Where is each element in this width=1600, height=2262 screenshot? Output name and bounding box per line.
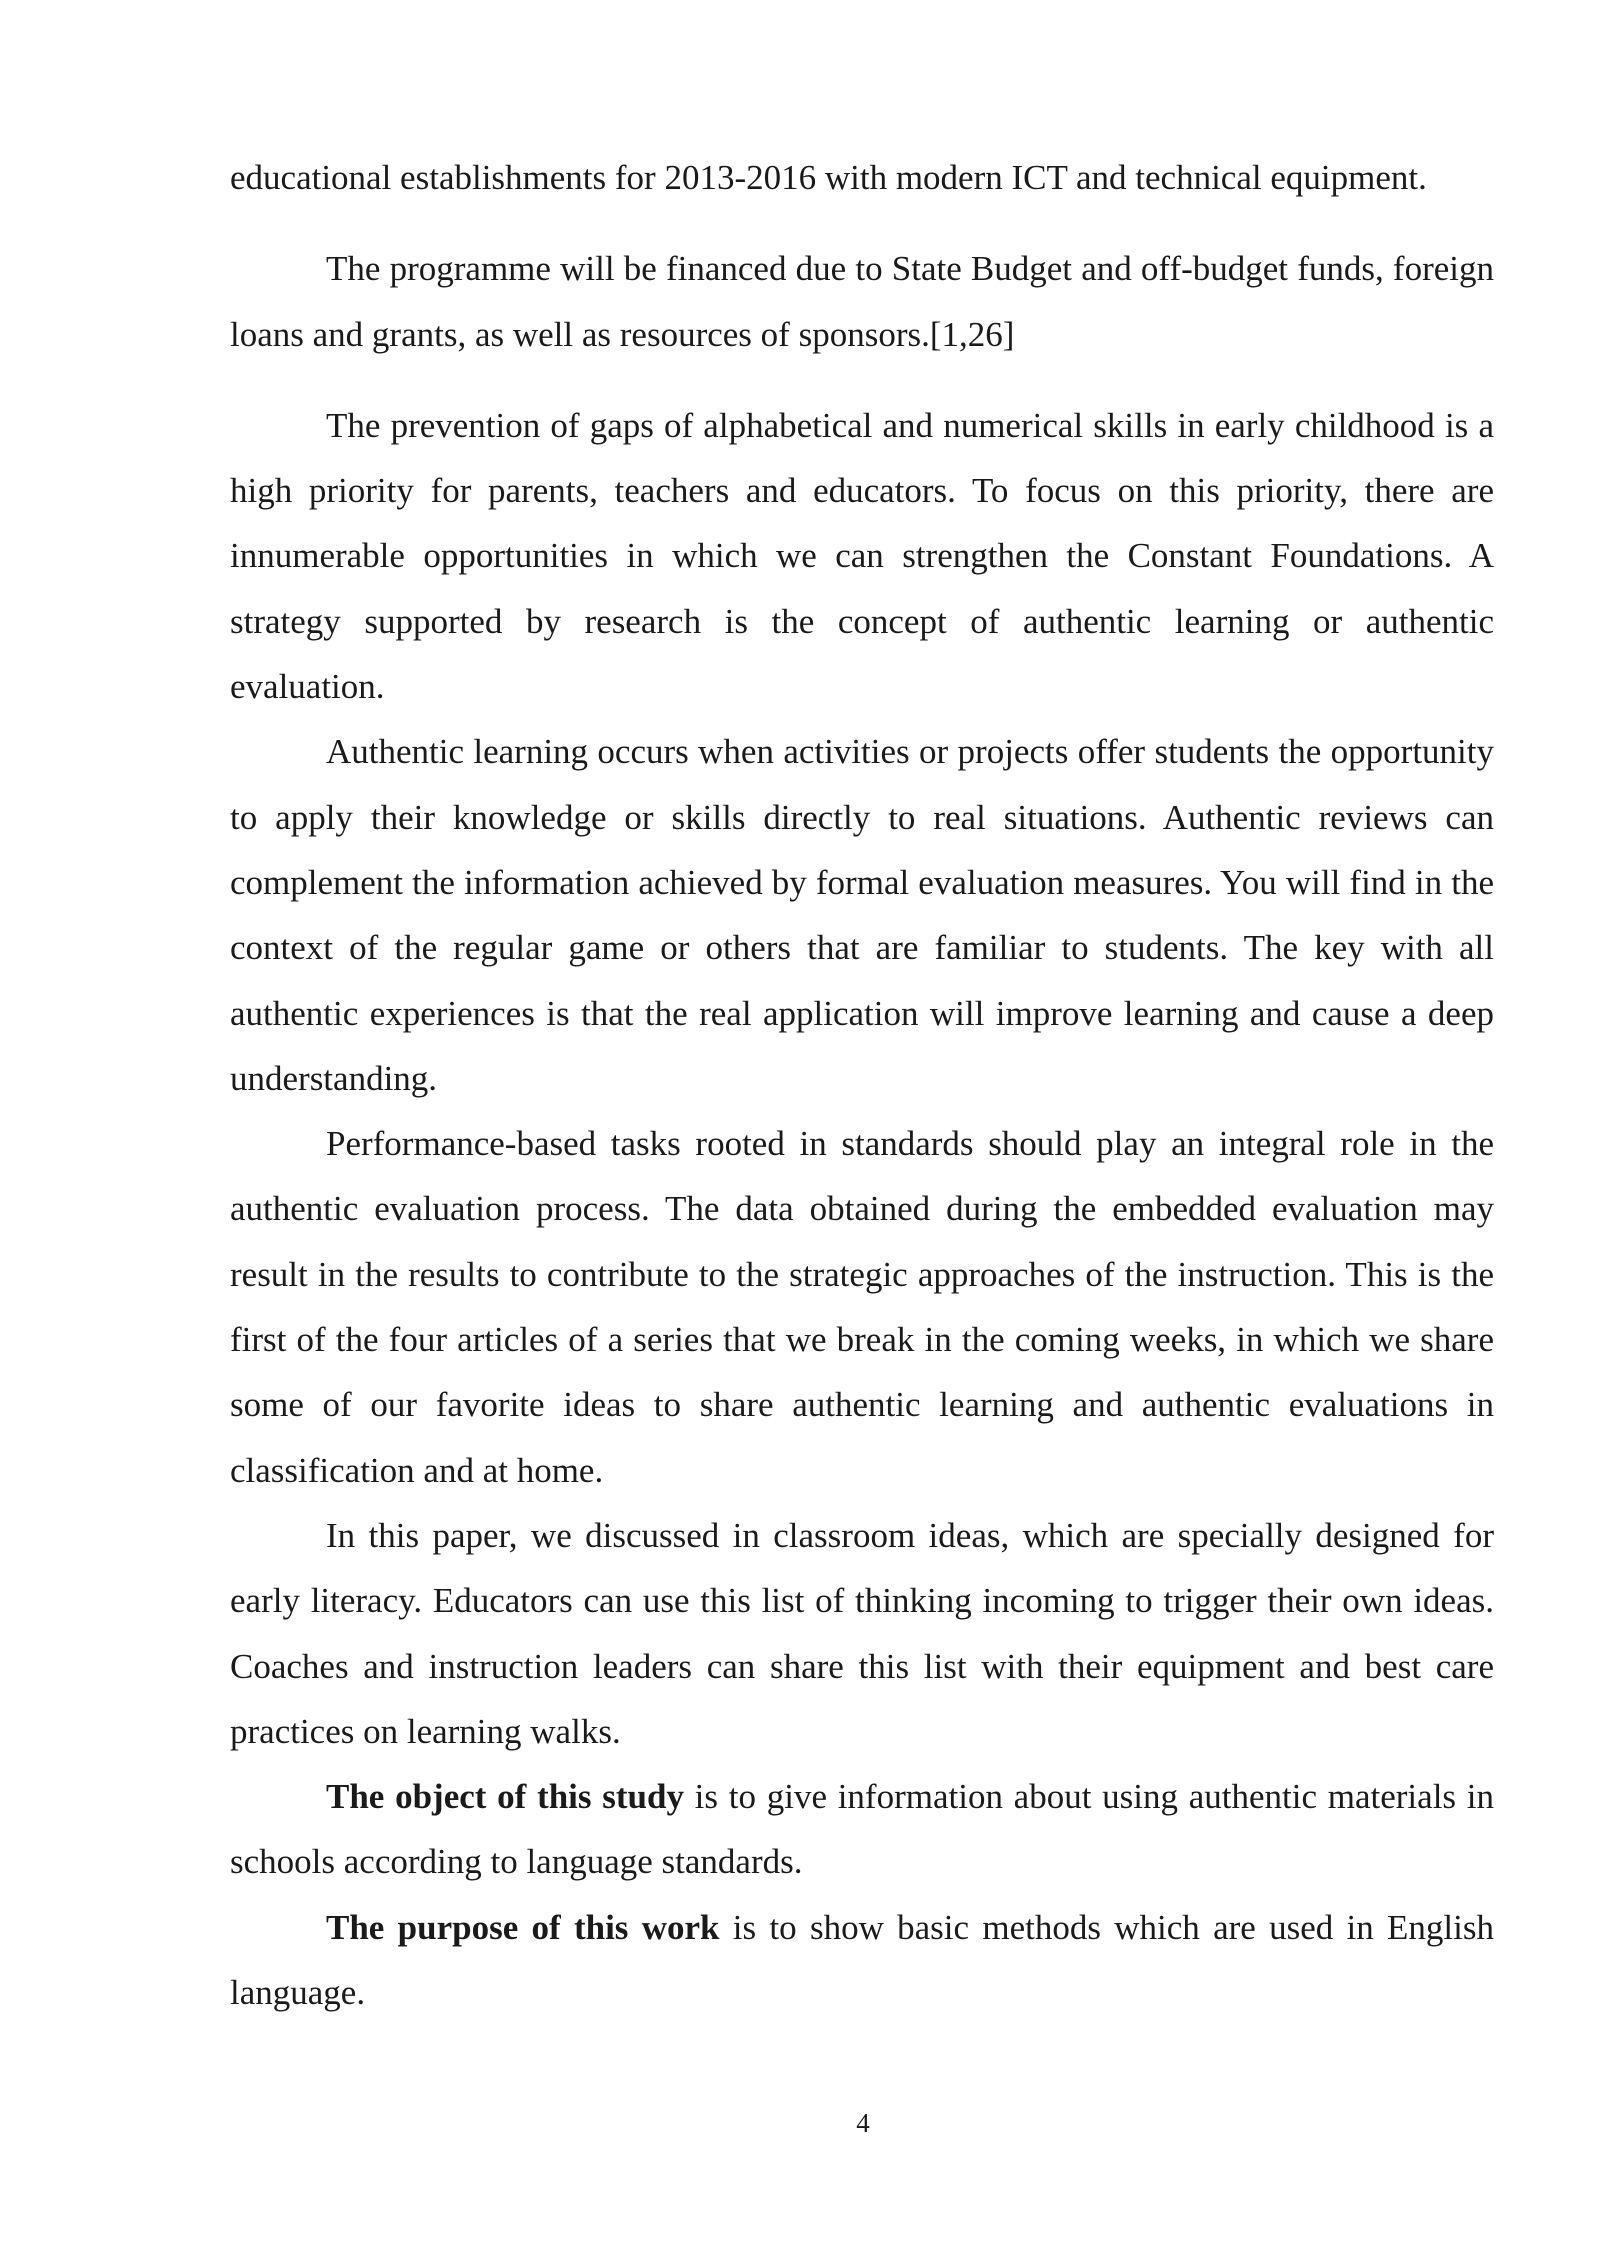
body-text [230,145,1494,2025]
object-of-study-heading: The object of this study [326,1777,684,1817]
object-of-study-text: is to give information about using authentic materials in schools according to language standards. [230,1777,1494,1882]
paragraph-object-of-study [230,1764,1494,1895]
page-number: 4 [856,2108,870,2138]
paragraph-classroom-ideas: In this paper, we discussed in classroom ideas, which are specially designed for early literacy. Educators can use this list of thinking incoming to trigger their own ideas. Coaches and instruction leaders can share this list with their equipment and best care practices on learning walks. [230,1515,1494,1751]
paragraph-continuation: educational establishments for 2013-2016 with modern ICT and technical equipment. [230,158,1427,197]
paragraph-authentic-learning: Authentic learning occurs when activities or projects offer students the opportunity to apply their knowledge or skills directly to real situations. Authentic reviews can complement the information achieved by formal evaluation measures. You will find in the context of the regular game or others that are familiar to students. The key with all authentic experiences is that the real application will improve learning and cause a deep understanding. [230,732,1494,1098]
paragraph-purpose-of-work [230,1895,1494,2026]
purpose-of-work-text: is to show basic methods which are used in English language. [230,1907,1494,2013]
paragraph-performance-tasks: Performance-based tasks rooted in standards should play an integral role in the authentic evaluation process. The data obtained during the embedded evaluation may result in the results to contribute to the strategic approaches of the instruction. This is the first of the four articles of a series that we break in the coming weeks, in which we share some of our favorite ideas to share authentic learning and authentic evaluations in classification and at home. [230,1124,1494,1490]
paragraph-prevention: The prevention of gaps of alphabetical and numerical skills in early childhood is a high priority for parents, teachers and educators. To focus on this priority, there are innumerable opportunities in which we can strengthen the Constant Foundations. A strategy supported by research is the concept of authentic learning or authentic evaluation. [230,405,1494,707]
purpose-of-work-heading: The purpose of this work [326,1907,720,1947]
paragraph-financing: The programme will be financed due to State Budget and off-budget funds, foreign loans and grants, as well as resources of sponsors.[1,26] [230,249,1494,354]
